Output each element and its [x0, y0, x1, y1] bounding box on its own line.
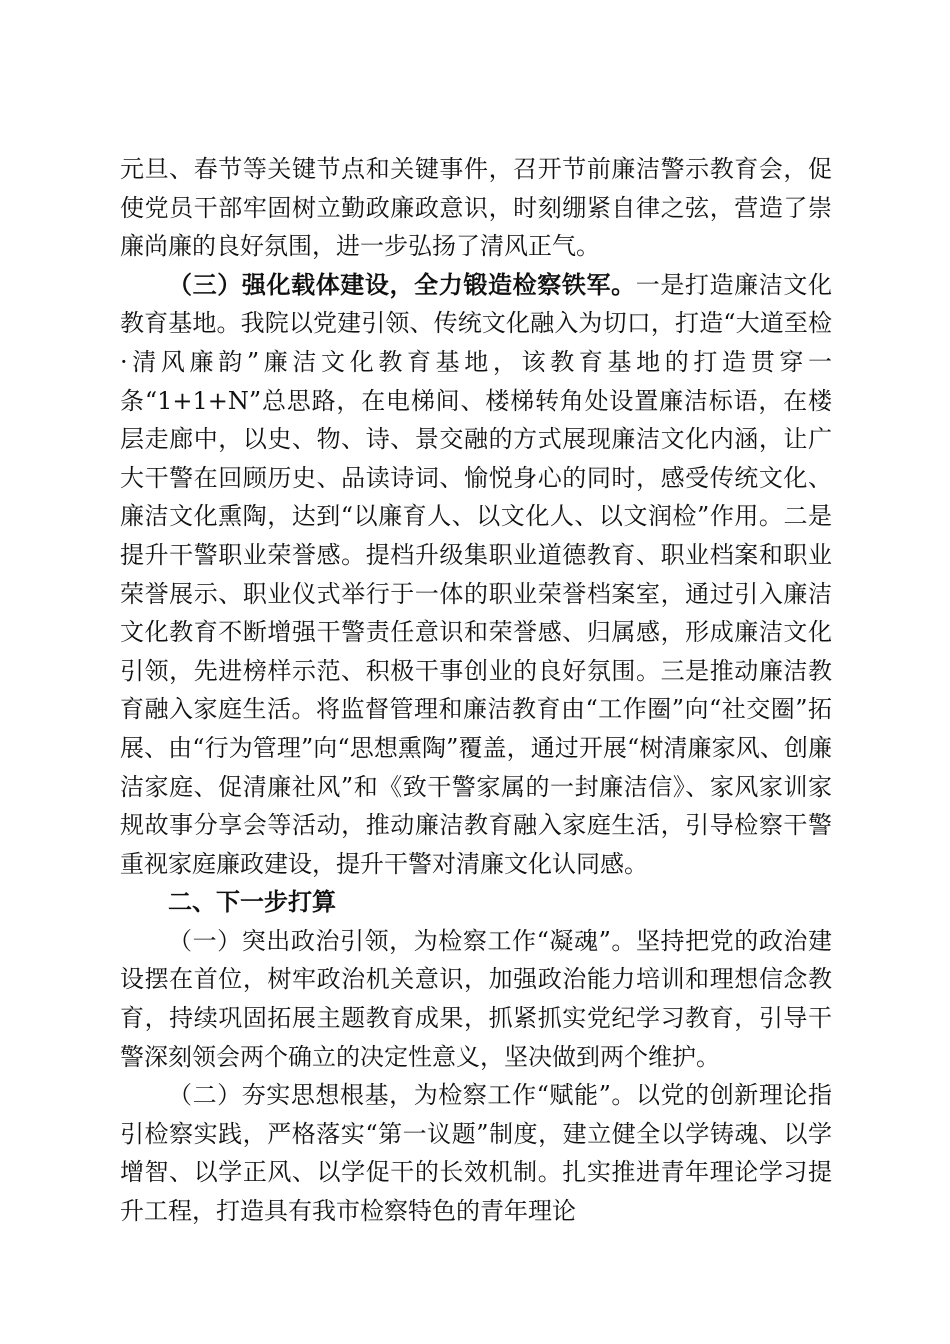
paragraph-carrier-building: [120, 266, 832, 884]
document-body: [120, 150, 832, 1231]
paragraph-lead-heading: （三）强化载体建设，全力锻造检察铁军。: [168, 269, 636, 299]
paragraph-ideological-foundation: （二）夯实思想根基，为检察工作“赋能”。以党的创新理论指引检察实践，严格落实“第一议题”制度，建立健全以学铸魂、以学增智、以学正风、以学促干的长效机制。扎实推进青年理论学习提升工程，打造具有我市检察特色的青年理论: [120, 1081, 832, 1226]
paragraph-continued: 元旦、春节等关键节点和关键事件，召开节前廉洁警示教育会，促使党员干部牢固树立勤政廉政意识，时刻绷紧自律之弦，营造了崇廉尚廉的良好氛围，进一步弘扬了清风正气。: [120, 155, 832, 261]
paragraph-political-leadership: （一）突出政治引领，为检察工作“凝魂”。坚持把党的政治建设摆在首位，树牢政治机关意识，加强政治能力培训和理想信念教育，持续巩固拓展主题教育成果，抓紧抓实党纪学习教育，引导干警深刻领会两个确立的决定性意义，坚决做到两个维护。: [120, 926, 832, 1071]
section-heading: 二、下一步打算: [168, 887, 336, 917]
paragraph-body: 一是打造廉洁文化教育基地。我院以党建引领、传统文化融入为切口，打造“大道至检·清风廉韵”廉洁文化教育基地，该教育基地的打造贯穿一条“1+1+N”总思路，在电梯间、楼梯转角处设置廉洁标语，在楼层走廊中，以史、物、诗、景交融的方式展现廉洁文化内涵，让广大干警在回顾历史、品读诗词、愉悦身心的同时，感受传统文化、廉洁文化熏陶，达到“以廉育人、以文化人、以文润检”作用。二是提升干警职业荣誉感。提档升级集职业道德教育、职业档案和职业荣誉展示、职业仪式举行于一体的职业荣誉档案室，通过引入廉洁文化教育不断增强干警责任意识和荣誉感、归属感，形成廉洁文化引领，先进榜样示范、积极干事创业的良好氛围。三是推动廉洁教育融入家庭生活。将监督管理和廉洁教育由“工作圈”向“社交圈”拓展、由“行为管理”向“思想熏陶”覆盖，通过开展“树清廉家风、创廉洁家庭、促清廉社风”和《致干警家属的一封廉洁信》、家风家训家规故事分享会等活动，推动廉洁教育融入家庭生活，引导检察干警重视家庭廉政建设，提升干警对清廉文化认同感。: [120, 270, 833, 878]
